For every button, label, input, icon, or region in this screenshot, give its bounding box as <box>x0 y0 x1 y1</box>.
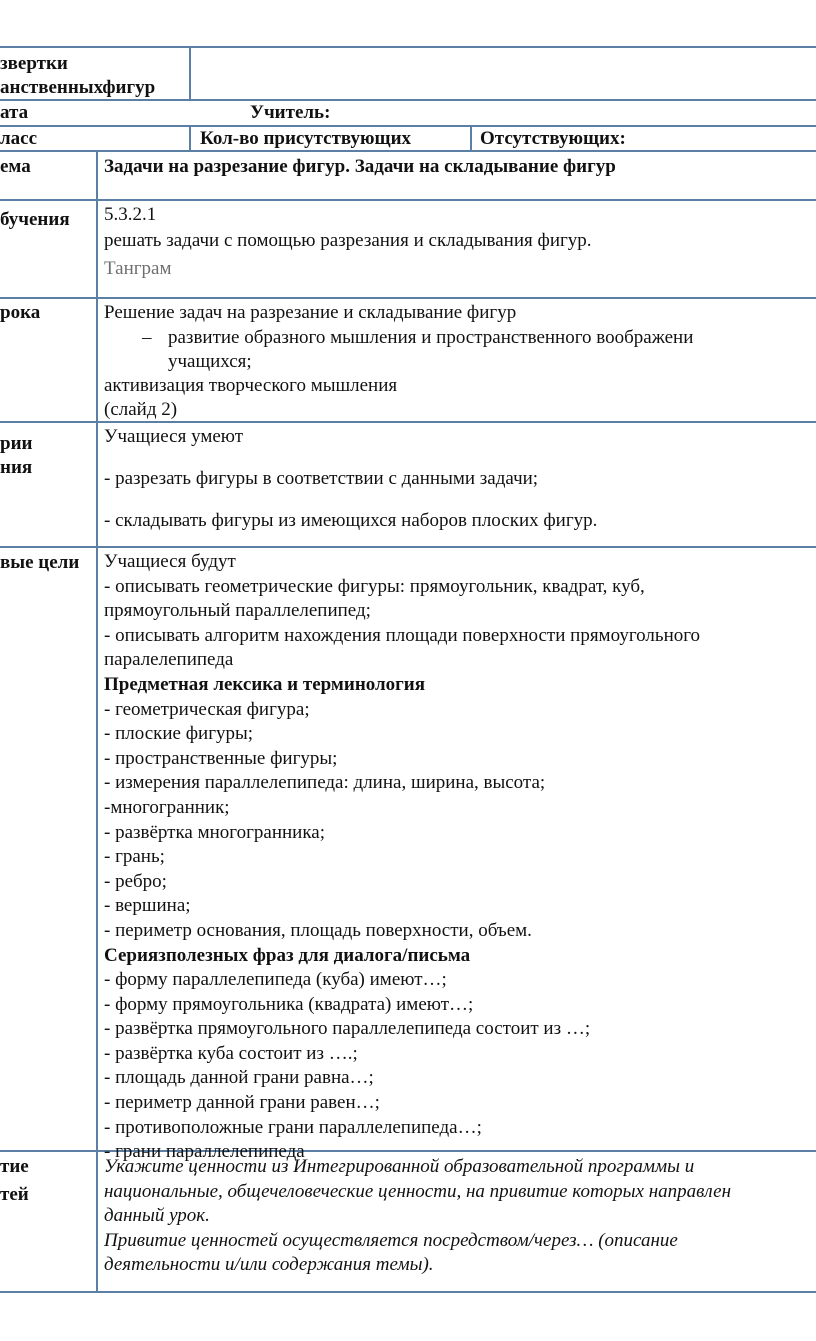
vocab-item: - ребро; <box>104 870 167 892</box>
values-line: Укажите ценности из Интегрированной образовательной программы и <box>104 1156 695 1177</box>
rule-col <box>470 125 472 151</box>
criteria-intro: Учащиеся умеют <box>104 426 244 447</box>
vocab-heading: Предметная лексика и терминология <box>104 673 426 695</box>
rule-col <box>96 150 98 1292</box>
lesson-goal-line1: Решение задач на разрезание и складывание фигур <box>104 302 517 323</box>
values-label-line2: тей <box>0 1184 29 1205</box>
phrase-item: - развёртка прямоугольного параллелепипеда состоит из …; <box>104 1018 591 1040</box>
vocab-item: - развёртка многогранника; <box>104 821 325 843</box>
phrase-item: - форму параллелепипеда (куба) имеют…; <box>104 969 447 991</box>
lesson-goal-line2: активизация творческого мышления <box>104 375 398 396</box>
vocab-item: - пространственные фигуры; <box>104 747 338 769</box>
unit-title-line2: анственныхфигур <box>0 77 156 98</box>
objective-text: решать задачи с помощью разрезания и складывания фигур. <box>104 230 592 251</box>
vocab-item: - грань; <box>104 846 165 868</box>
lesson-goals-label: рока <box>0 302 41 323</box>
values-line: деятельности и/или содержания темы). <box>104 1254 434 1275</box>
vocab-item: -многогранник; <box>104 796 230 818</box>
rule-row <box>0 297 816 299</box>
values-label-line1: тие <box>0 1156 29 1177</box>
vocab-item: - измерения параллелепипеда: длина, ширина, высота; <box>104 772 546 794</box>
bullet-dash: – <box>142 327 152 348</box>
criteria-label-line1: рии <box>0 433 33 454</box>
phrase-item: - периметр данной грани равен…; <box>104 1092 380 1114</box>
rule-top <box>0 46 816 48</box>
phrase-item: - грани параллелепипеда <box>104 1141 305 1163</box>
phrase-item: - развёртка куба состоит из ….; <box>104 1042 358 1064</box>
values-line: национальные, общечеловеческие ценности, на привитие которых направлен <box>104 1180 731 1202</box>
language-goal-line: паралелепипеда <box>104 649 234 671</box>
present-count-label: Кол-во присутствующих <box>200 128 412 149</box>
criteria-label-line2: ния <box>0 457 33 478</box>
unit-title-line1: звертки <box>0 53 68 74</box>
vocab-item: - геометрическая фигура; <box>104 698 310 720</box>
language-goal-line: Учащиеся будут <box>104 551 236 572</box>
values-content <box>104 1155 816 1278</box>
vocab-item: - периметр основания, площадь поверхности, объем. <box>104 919 532 941</box>
language-goals-label: вые цели <box>0 552 80 573</box>
criteria-item: - разрезать фигуры в соответствии с данными задачи; <box>104 468 539 489</box>
rule-col <box>189 46 191 100</box>
lesson-goal-line3: (слайд 2) <box>104 399 178 420</box>
phrase-item: - противоположные грани параллелепипеда…; <box>104 1116 482 1138</box>
values-line: данный урок. <box>104 1205 210 1226</box>
teacher-label: Учитель: <box>250 102 331 123</box>
language-goal-line: - описывать геометрические фигуры: прямоугольник, квадрат, куб, <box>104 575 645 597</box>
rule-row <box>0 199 816 201</box>
phrase-item: - форму прямоугольника (квадрата) имеют…; <box>104 993 474 1015</box>
language-goal-line: - описывать алгоритм нахождения площади поверхности прямоугольного <box>104 624 701 646</box>
objective-note: Танграм <box>104 258 172 279</box>
topic-text: Задачи на разрезание фигур. Задачи на складывание фигур <box>104 156 616 177</box>
phrase-item: - площадь данной грани равна…; <box>104 1067 374 1089</box>
rule-col <box>189 125 191 151</box>
rule-row <box>0 546 816 548</box>
lesson-goal-bullet-line1: развитие образного мышления и пространственного воображени <box>168 327 694 348</box>
language-goals-content <box>104 550 816 1165</box>
absent-label: Отсутствующих: <box>480 128 626 149</box>
class-label: ласс <box>0 128 38 149</box>
values-line: Привитие ценностей осуществляется посредством/через… (описание <box>104 1229 678 1251</box>
rule-bottom <box>0 1291 816 1293</box>
date-label: ата <box>0 102 29 123</box>
criteria-item: - складывать фигуры из имеющихся наборов плоских фигур. <box>104 510 598 531</box>
topic-label: ема <box>0 156 31 177</box>
phrases-heading: Сериязполезных фраз для диалога/письма <box>104 944 471 966</box>
objective-code: 5.3.2.1 <box>104 204 157 225</box>
language-goal-line: прямоугольный параллелепипед; <box>104 600 371 622</box>
lesson-goal-bullet-line2: учащихся; <box>168 351 252 372</box>
vocab-item: - плоские фигуры; <box>104 723 254 745</box>
vocab-item: - вершина; <box>104 895 191 917</box>
objectives-label: бучения <box>0 209 70 230</box>
